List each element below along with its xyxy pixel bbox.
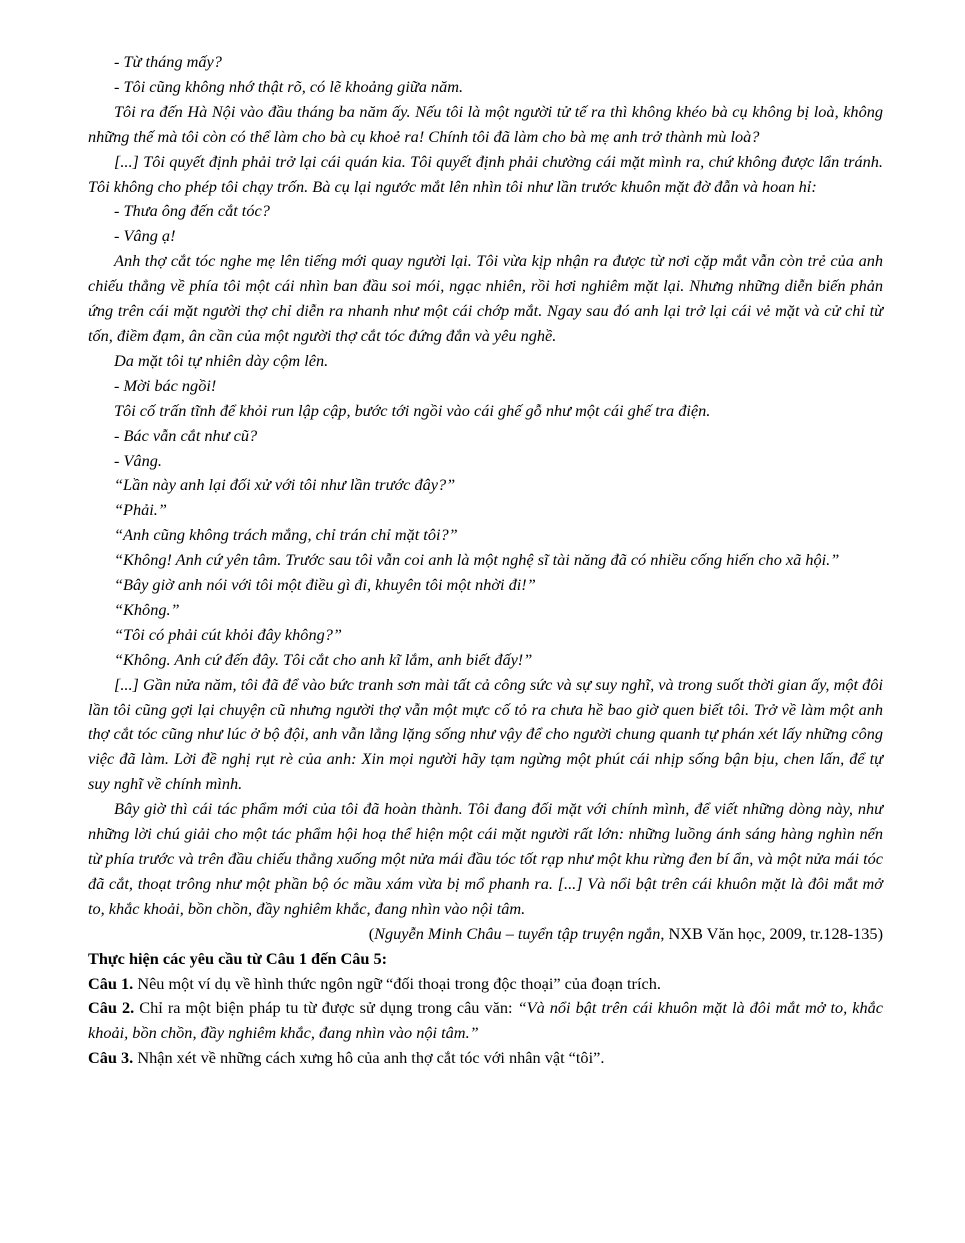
passage-line: “Không.” — [114, 599, 180, 619]
passage-line: - Tôi cũng không nhớ thật rõ, có lẽ khoảng giữa năm. — [114, 76, 464, 96]
question-label: Câu 2. — [88, 998, 135, 1018]
question-3 — [88, 1046, 883, 1071]
passage-line: - Bác vẫn cắt như cũ? — [114, 425, 258, 445]
question-quote: “Và nổi bật trên cái khuôn mặt là đôi mắt mở to, khắc khoải, bồn chồn, đầy nghiêm khắc, đang nhìn vào nội tâm.” — [88, 998, 883, 1043]
question-2 — [88, 996, 883, 1046]
source-author-work: Nguyễn Minh Châu – tuyển tập truyện ngắn — [374, 923, 661, 943]
passage-line: - Mời bác ngồi! — [114, 375, 217, 395]
question-1 — [88, 972, 883, 997]
source-publisher: , NXB Văn học, 2009, tr.128-135) — [660, 923, 883, 943]
passage-line: Da mặt tôi tự nhiên dày cộm lên. — [114, 350, 329, 370]
source-open: ( — [368, 923, 375, 943]
question-text: Chỉ ra một biện pháp tu từ được sử dụng trong câu văn: — [134, 998, 518, 1018]
passage-line: - Vâng ạ! — [114, 226, 176, 246]
passage-paragraph: [...] Gần nửa năm, tôi đã để vào bức tranh sơn mài tất cả công sức và sự suy nghĩ, và trong suốt thời gian ấy, một đôi lần tôi cũng gợi lại chuyện cũ nhưng người thợ vẫn một mực cố tỏ ra chưa hề bao giờ quen biết tôi. Trở về làm một anh thợ cắt tóc cũng như lúc ở bộ đội, anh vẫn lẳng lặng sống như vậy để cho người chung quanh tự phán xét lấy những công việc đã làm. Lời đề nghị rụt rè của anh: Xin mọi người hãy tạm ngừng một phút cái nhịp sống bận bịu, chen lấn, để tự suy nghĩ về chính mình. — [88, 674, 883, 794]
passage-line: - Thưa ông đến cắt tóc? — [114, 201, 270, 221]
passage-line: “Phải.” — [114, 500, 167, 520]
passage-line: - Từ tháng mấy? — [114, 52, 222, 71]
passage-line: “Không. Anh cứ đến đây. Tôi cắt cho anh kĩ lắm, anh biết đấy!” — [114, 649, 533, 669]
passage-paragraph: Bây giờ thì cái tác phẩm mới của tôi đã hoàn thành. Tôi đang đối mặt với chính mình, để viết những dòng này, như những lời chú giải cho một tác phẩm hội hoạ thể hiện một cái mặt người rất lớn: những luồng ánh sáng hàng nghìn nến từ phía trước và trên đầu chiếu thẳng xuống một nửa mái đầu tóc tốt rạp như một khu rừng đen bí ẩn, và một nửa mái tóc đã cắt, thoạt trông như một phần bộ óc mầu xám vừa bị mổ phanh ra. [...] Và nổi bật trên cái khuôn mặt là đôi mắt mở to, khắc khoải, bồn chồn, đầy nghiêm khắc, đang nhìn vào nội tâm. — [88, 799, 883, 918]
passage-paragraph: Anh thợ cắt tóc nghe mẹ lên tiếng mới quay người lại. Tôi vừa kịp nhận ra được từ nơi cặp mắt vẫn còn trẻ của anh chiếu thẳng về phía tôi một cái nhìn ban đầu soi mói, ngạc nhiên, rồi hơi nghiêm mặt lại. Nhưng những diễn biến phản ứng trên cái mặt người thợ chỉ diễn ra nhanh như một cái chớp mắt. Ngay sau đó anh lại trở lại cái vẻ mặt và cử chỉ từ tốn, điềm đạm, ân cần của một người thợ cắt tóc đứng đắn và yêu nghề. — [88, 251, 883, 345]
question-text: Nhận xét về những cách xưng hô của anh thợ cắt tóc với nhân vật “tôi”. — [133, 1048, 605, 1068]
passage-paragraph: [...] Tôi quyết định phải trở lại cái quán kia. Tôi quyết định phải chường cái mặt mình ra, chứ không được lẩn tránh. Tôi không cho phép tôi chạy trốn. Bà cụ lại ngước mắt lên nhìn tôi như lần trước khuôn mặt đờ đẫn và hoan hỉ: — [88, 151, 883, 196]
passage-line: “Bây giờ anh nói với tôi một điều gì đi, khuyên tôi một nhời đi!” — [114, 575, 536, 595]
passage-line: “Tôi có phải cút khỏi đây không?” — [114, 624, 342, 644]
passage-line: Tôi cố trấn tĩnh để khỏi run lập cập, bước tới ngồi vào cái ghế gỗ như một cái ghế tra điện. — [114, 400, 711, 420]
task-heading: Thực hiện các yêu cầu từ Câu 1 đến Câu 5: — [88, 948, 388, 968]
passage-paragraph: Tôi ra đến Hà Nội vào đầu tháng ba năm ấy. Nếu tôi là một người tử tế ra thì không khéo bà cụ không bị loà, không những thế mà tôi còn có thể làm cho bà cụ khoẻ ra! Chính tôi đã làm cho bà mẹ anh trở thành mù loà? — [88, 101, 883, 146]
passage-paragraph: “Không! Anh cứ yên tâm. Trước sau tôi vẫn coi anh là một nghệ sĩ tài năng đã có nhiều cống hiến cho xã hội.” — [114, 550, 840, 570]
document-page — [88, 50, 883, 1071]
passage-line: - Vâng. — [114, 450, 162, 470]
question-text: Nêu một ví dụ về hình thức ngôn ngữ “đối thoại trong độc thoại” của đoạn trích. — [133, 973, 661, 993]
question-label: Câu 1. — [88, 973, 134, 993]
source-citation — [88, 922, 883, 947]
question-label: Câu 3. — [88, 1048, 134, 1068]
passage-line: “Anh cũng không trách mắng, chỉ trán chỉ mặt tôi?” — [114, 525, 458, 545]
passage-line: “Lần này anh lại đối xử với tôi như lần trước đây?” — [114, 475, 456, 495]
